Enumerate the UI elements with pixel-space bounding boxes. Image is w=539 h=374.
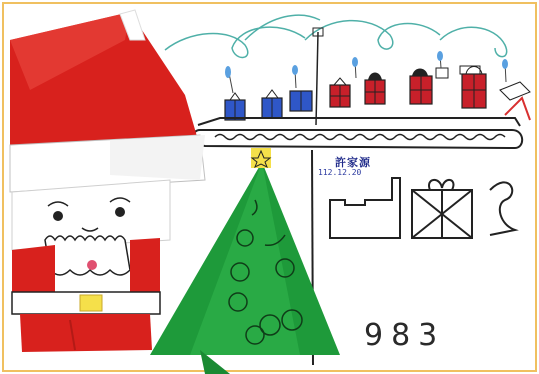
- santa-pants: [20, 314, 152, 352]
- santa-beard: [45, 236, 130, 275]
- artist-name-stamp: 許家源: [335, 156, 371, 169]
- santa-eye: [53, 211, 63, 221]
- belt-buckle: [80, 295, 102, 311]
- santa-mouth: [87, 260, 97, 270]
- date-stamp: 112.12.20: [318, 168, 362, 177]
- santa-eye: [115, 207, 125, 217]
- handwritten-number: 983: [364, 318, 446, 353]
- star-icon: [251, 148, 271, 168]
